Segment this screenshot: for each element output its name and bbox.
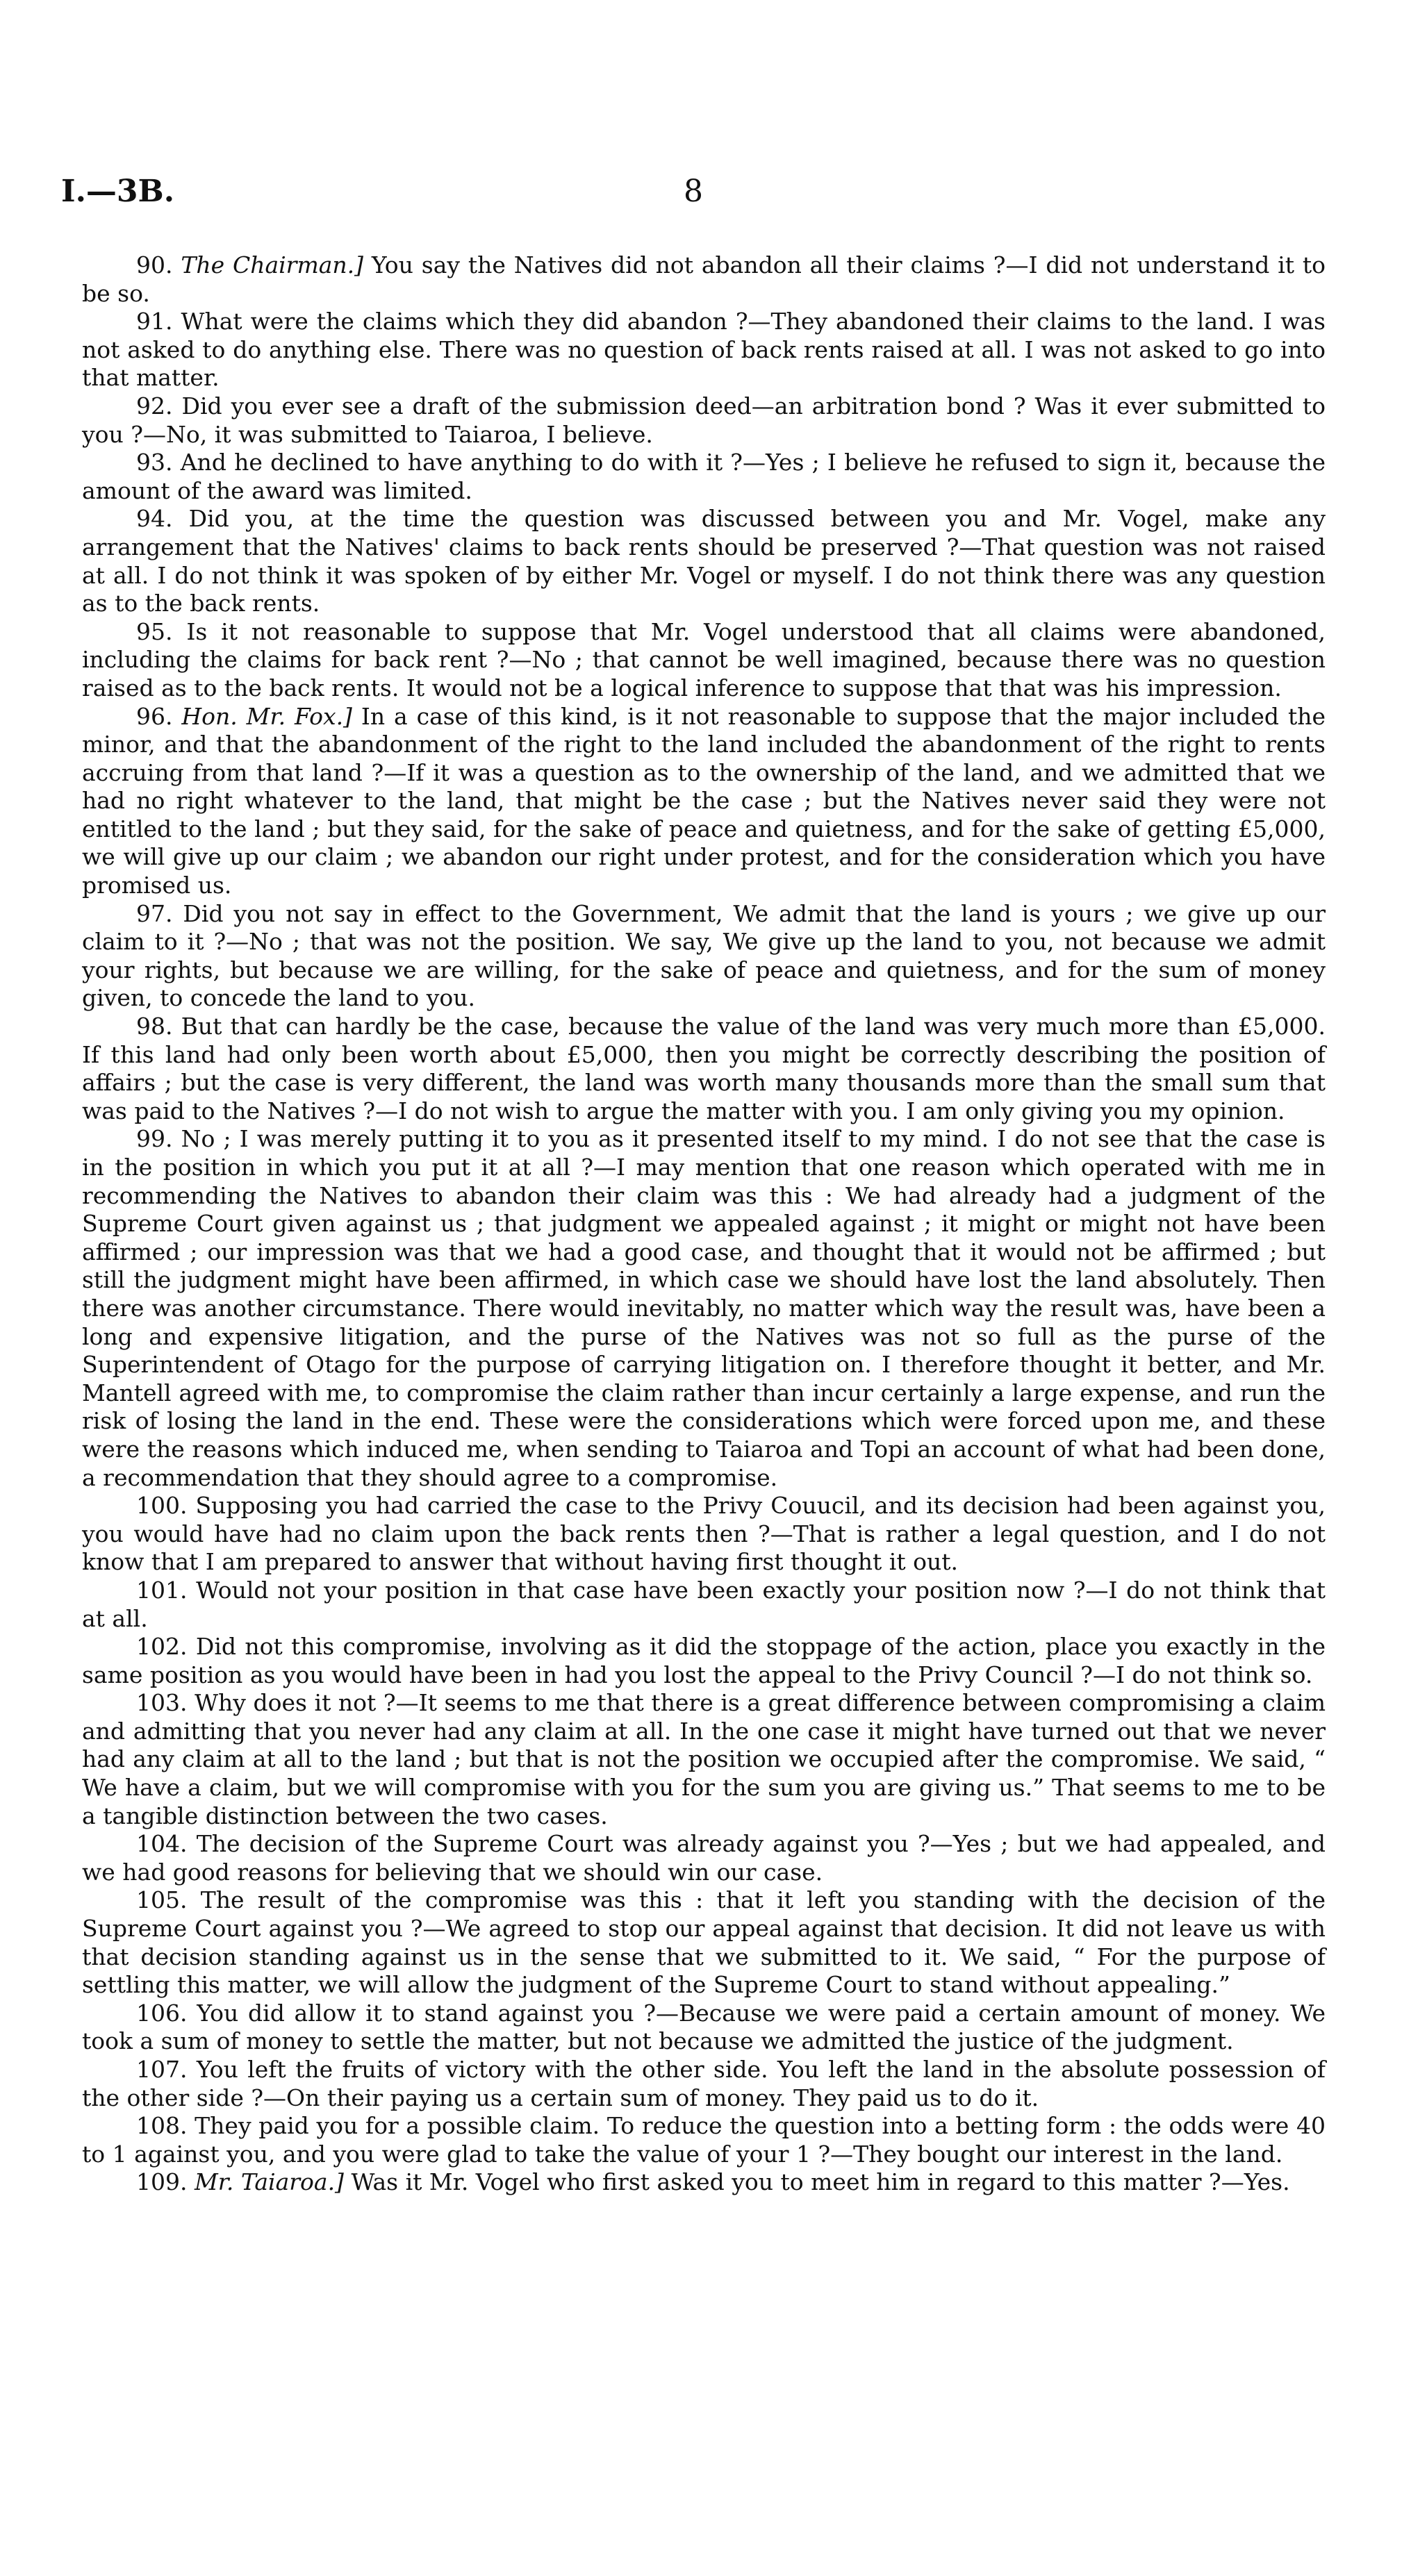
question-answer-text: The result of the compromise was this : that it left you standing with the decision of the Supreme Court against you ?—We agreed to stop our appeal against that decision. It did not leave us with that decision standing against us in the sense that we submitted to it. We said, “ For the purpose of settling this matter, we will allow the judgment of the Supreme Court to stand without appealing.” — [82, 1886, 1326, 1999]
question-paragraph — [82, 1633, 1326, 1689]
question-answer-text: Did you not say in effect to the Government, We admit that the land is yours ; we give up our claim to it ?—No ; that was not the position. We say, We give up the land to you, not because we admit your rights, but because we are willing, for the sake of peace and quietness, and for the sum of money given, to concede the land to you. — [82, 899, 1326, 1012]
question-paragraph — [82, 2000, 1326, 2056]
question-answer-text: Did not this compromise, involving as it did the stoppage of the action, place you exactly in the same position as you would have been in had you lost the appeal to the Privy Council ?—I do not think so. — [82, 1633, 1326, 1688]
question-number: 103. — [136, 1689, 188, 1717]
question-number: 93. — [136, 449, 173, 476]
question-number: 95. — [136, 617, 173, 645]
page-header — [61, 174, 1326, 215]
page-number: 8 — [684, 174, 703, 209]
question-answer-text: In a case of this kind, is it not reasonable to suppose that the major included the minor, and that the abandonment of the right to the land included the abandonment of the right to rents accruing from that land ?—If it was a question as to the ownership of the land, and we admitted that we had no right whatever to the land, that might be the case ; but the Natives never said they were not entitled to the land ; but they said, for the sake of peace and quietness, and for the sake of getting £5,000, we will give up our claim ; we abandon our right under protest, and for the consideration which you have promised us. — [82, 702, 1326, 899]
evidence-transcript — [82, 251, 1326, 2197]
question-paragraph — [82, 900, 1326, 1013]
question-number: 98. — [136, 1013, 173, 1040]
question-answer-text: Was it Mr. Vogel who first asked you to meet him in regard to this matter ?—Yes. — [351, 2168, 1290, 2196]
question-answer-text: You did allow it to stand against you ?—Because we were paid a certain amount of money. We took a sum of money to settle the matter, but not because we admitted the justice of the judgment. — [82, 1999, 1326, 2055]
question-number: 92. — [136, 392, 173, 419]
question-answer-text: The decision of the Supreme Court was already against you ?—Yes ; but we had appealed, and we had good reasons for believing that we should win our case. — [82, 1830, 1326, 1886]
question-number: 105. — [136, 1886, 188, 1914]
question-answer-text: Did you ever see a draft of the submission deed—an arbitration bond ? Was it ever submitted to you ?—No, it was submitted to Taiaroa, I believe. — [82, 392, 1326, 448]
question-number: 101. — [136, 1576, 188, 1604]
question-answer-text: And he declined to have anything to do with it ?—Yes ; I believe he refused to sign it, because the amount of the award was limited. — [82, 449, 1326, 504]
question-number: 100. — [136, 1492, 188, 1520]
question-paragraph — [82, 251, 1326, 308]
question-number: 104. — [136, 1830, 188, 1858]
question-number: 107. — [136, 2056, 188, 2083]
question-paragraph — [82, 1830, 1326, 1886]
question-paragraph — [82, 2112, 1326, 2168]
question-answer-text: You say the Natives did not abandon all their claims ?—I did not understand it to be so. — [82, 251, 1326, 307]
question-answer-text: Would not your position in that case have been exactly your position now ?—I do not think that at all. — [82, 1576, 1326, 1632]
document-reference: I.—3B. — [61, 174, 175, 209]
speaker-label: The Chairman.] — [181, 251, 364, 279]
question-paragraph — [82, 505, 1326, 617]
question-paragraph — [82, 1013, 1326, 1125]
question-number: 102. — [136, 1633, 188, 1661]
question-paragraph — [82, 1125, 1326, 1492]
question-paragraph — [82, 392, 1326, 449]
question-number: 96. — [136, 702, 173, 730]
question-answer-text: Why does it not ?—It seems to me that there is a great difference between compromising a claim and admitting that you never had any claim at all. In the one case it might have turned out that we never had any claim at all to the land ; but that is not the position we occupied after the compromise. We said, “ We have a claim, but we will compromise with you for the sum you are giving us.” That seems to me to be a tangible distinction between the two cases. — [82, 1689, 1326, 1829]
question-paragraph — [82, 1577, 1326, 1633]
question-answer-text: Supposing you had carried the case to the Privy Couucil, and its decision had been against you, you would have had no claim upon the back rents then ?—That is rather a legal question, and I do not know that I am prepared to answer that without having first thought it out. — [82, 1492, 1326, 1576]
question-number: 99. — [136, 1125, 173, 1153]
question-number: 106. — [136, 1999, 188, 2027]
question-answer-text: Did you, at the time the question was discussed between you and Mr. Vogel, make any arrangement that the Natives' claims to back rents should be preserved ?—That question was not raised at all. I do not think it was spoken of by either Mr. Vogel or myself. I do not think there was any question as to the back rents. — [82, 505, 1326, 617]
question-answer-text: They paid you for a possible claim. To reduce the question into a betting form : the odds were 40 to 1 against you, and you were glad to take the value of your 1 ?—They bought our interest in the land. — [82, 2112, 1326, 2168]
question-answer-text: Is it not reasonable to suppose that Mr. Vogel understood that all claims were abandoned, including the claims for back rent ?—No ; that cannot be well imagined, because there was no question raised as to the back rents. It would not be a logical inference to suppose that that was his impression. — [82, 617, 1326, 701]
question-paragraph — [82, 2056, 1326, 2112]
speaker-label: Hon. Mr. Fox.] — [181, 702, 352, 730]
question-number: 109. — [136, 2168, 188, 2196]
question-number: 97. — [136, 899, 173, 927]
question-answer-text: No ; I was merely putting it to you as it presented itself to my mind. I do not see that the case is in the position in which you put it at all ?—I may mention that one reason which operated with me in recommending the Natives to abandon their claim was this : We had already had a judgment of the Supreme Court given against us ; that judgment we appealed against ; it might or might not have been affirmed ; our impression was that we had a good case, and thought that it would not be affirmed ; but still the judgment might have been affirmed, in which case we should have lost the land absolutely. Then there was another circumstance. There would inevitably, no matter which way the result was, have been a long and expensive litigation, and the purse of the Natives was not so full as the purse of the Superintendent of Otago for the purpose of carrying litigation on. I therefore thought it better, and Mr. Mantell agreed with me, to compromise the claim rather than incur certainly a large expense, and run the risk of losing the land in the end. These were the considerations which were forced upon me, and these were the reasons which induced me, when sending to Taiaroa and Topi an account of what had been done, a recommendation that they should agree to a compromise. — [82, 1125, 1326, 1491]
question-answer-text: You left the fruits of victory with the other side. You left the land in the absolute possession of the other side ?—On their paying us a certain sum of money. They paid us to do it. — [82, 2056, 1326, 2111]
question-number: 91. — [136, 308, 173, 335]
question-paragraph — [82, 618, 1326, 703]
question-paragraph — [82, 1886, 1326, 1999]
question-number: 90. — [136, 251, 173, 279]
question-number: 94. — [136, 505, 173, 533]
question-answer-text: But that can hardly be the case, because the value of the land was very much more than £5,000. If this land had only been worth about £5,000, then you might be correctly describing the position of affairs ; but the case is very different, the land was worth many thousands more than the small sum that was paid to the Natives ?—I do not wish to argue the matter with you. I am only giving you my opinion. — [82, 1013, 1326, 1124]
question-paragraph — [82, 308, 1326, 392]
question-paragraph — [82, 449, 1326, 505]
question-answer-text: What were the claims which they did abandon ?—They abandoned their claims to the land. I was not asked to do anything else. There was no question of back rents raised at all. I was not asked to go into that matter. — [82, 308, 1326, 392]
question-number: 108. — [136, 2112, 188, 2140]
question-paragraph — [82, 1689, 1326, 1830]
question-paragraph — [82, 1492, 1326, 1577]
question-paragraph — [82, 2168, 1326, 2197]
question-paragraph — [82, 703, 1326, 900]
speaker-label: Mr. Taiaroa.] — [194, 2168, 344, 2196]
